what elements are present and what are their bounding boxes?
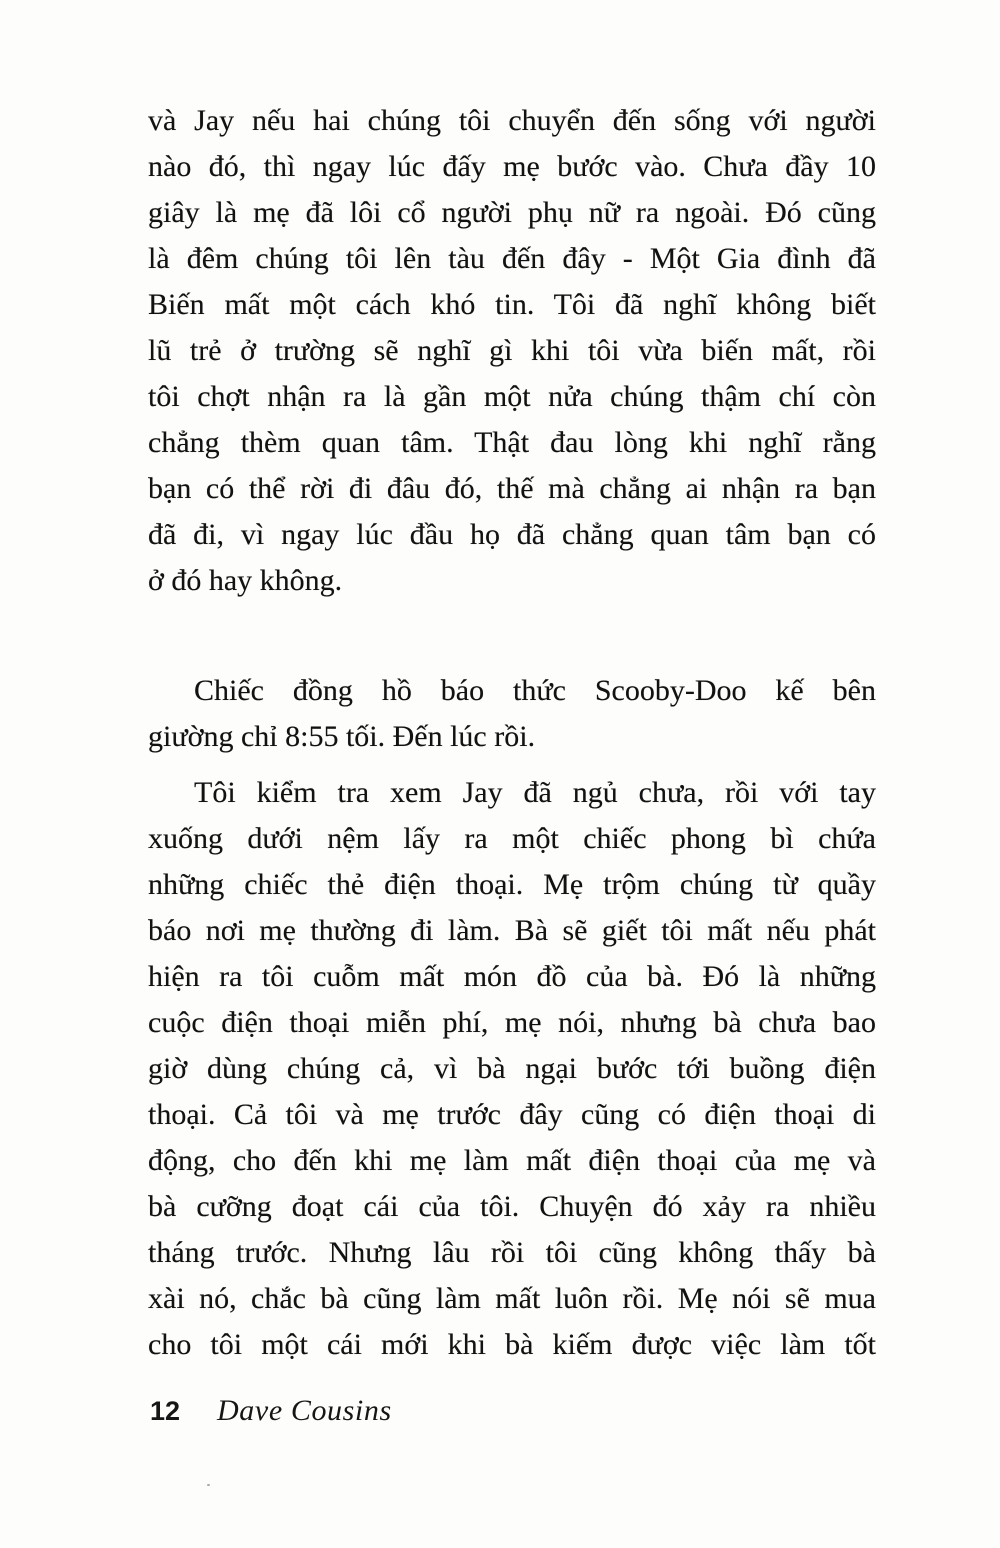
page-footer (150, 1394, 392, 1428)
paragraph (148, 98, 876, 604)
text-line: thoại. Cả tôi và mẹ trước đây cũng có điện thoại di (148, 1098, 876, 1131)
text-line: động, cho đến khi mẹ làm mất điện thoại của mẹ và (148, 1144, 876, 1177)
text-line: bạn có thể rời đi đâu đó, thế mà chẳng ai nhận ra bạn (148, 472, 876, 505)
text-line: lũ trẻ ở trường sẽ nghĩ gì khi tôi vừa biến mất, rồi (148, 334, 876, 367)
scan-speck (207, 1484, 210, 1486)
text-line: tháng trước. Nhưng lâu rồi tôi cũng không thấy bà (148, 1236, 876, 1269)
text-line: xuống dưới nệm lấy ra một chiếc phong bì chứa (148, 822, 876, 855)
text-line: xài nó, chắc bà cũng làm mất luôn rồi. Mẹ nói sẽ mua (148, 1282, 876, 1315)
page-number: 12 (150, 1396, 181, 1426)
text-line: và Jay nếu hai chúng tôi chuyển đến sống với người (148, 104, 876, 137)
text-line: giây là mẹ đã lôi cổ người phụ nữ ra ngoài. Đó cũng (148, 196, 876, 229)
text-line: cho tôi một cái mới khi bà kiếm được việc làm tốt (148, 1328, 876, 1361)
author-name: Dave Cousins (217, 1394, 392, 1427)
text-line: tôi chợt nhận ra là gần một nửa chúng thậm chí còn (148, 380, 876, 413)
text-line: nào đó, thì ngay lúc đấy mẹ bước vào. Chưa đầy 10 (148, 150, 876, 183)
text-line: bà cưỡng đoạt cái của tôi. Chuyện đó xảy ra nhiều (148, 1190, 876, 1223)
text-line: giờ dùng chúng cả, vì bà ngại bước tới buồng điện (148, 1052, 876, 1085)
text-line: những chiếc thẻ điện thoại. Mẹ trộm chúng từ quầy (148, 868, 876, 901)
text-line: là đêm chúng tôi lên tàu đến đây - Một Gia đình đã (148, 242, 876, 275)
text-line: chẳng thèm quan tâm. Thật đau lòng khi nghĩ rằng (148, 426, 876, 459)
body-text-block (148, 98, 876, 1368)
text-line: hiện ra tôi cuỗm mất món đồ của bà. Đó là những (148, 960, 876, 993)
text-line: Chiếc đồng hồ báo thức Scooby-Doo kế bên (194, 674, 876, 707)
text-line: cuộc điện thoại miễn phí, mẹ nói, nhưng bà chưa bao (148, 1006, 876, 1039)
text-line: giường chỉ 8:55 tối. Đến lúc rồi. (148, 720, 536, 753)
text-line: ở đó hay không. (148, 564, 343, 597)
text-line: đã đi, vì ngay lúc đầu họ đã chẳng quan tâm bạn có (148, 518, 876, 551)
text-line: Tôi kiểm tra xem Jay đã ngủ chưa, rồi với tay (194, 776, 876, 809)
paragraph (148, 770, 876, 1368)
text-line: báo nơi mẹ thường đi làm. Bà sẽ giết tôi mất nếu phát (148, 914, 876, 947)
paragraph (148, 668, 876, 760)
text-line: Biến mất một cách khó tin. Tôi đã nghĩ không biết (148, 288, 876, 321)
